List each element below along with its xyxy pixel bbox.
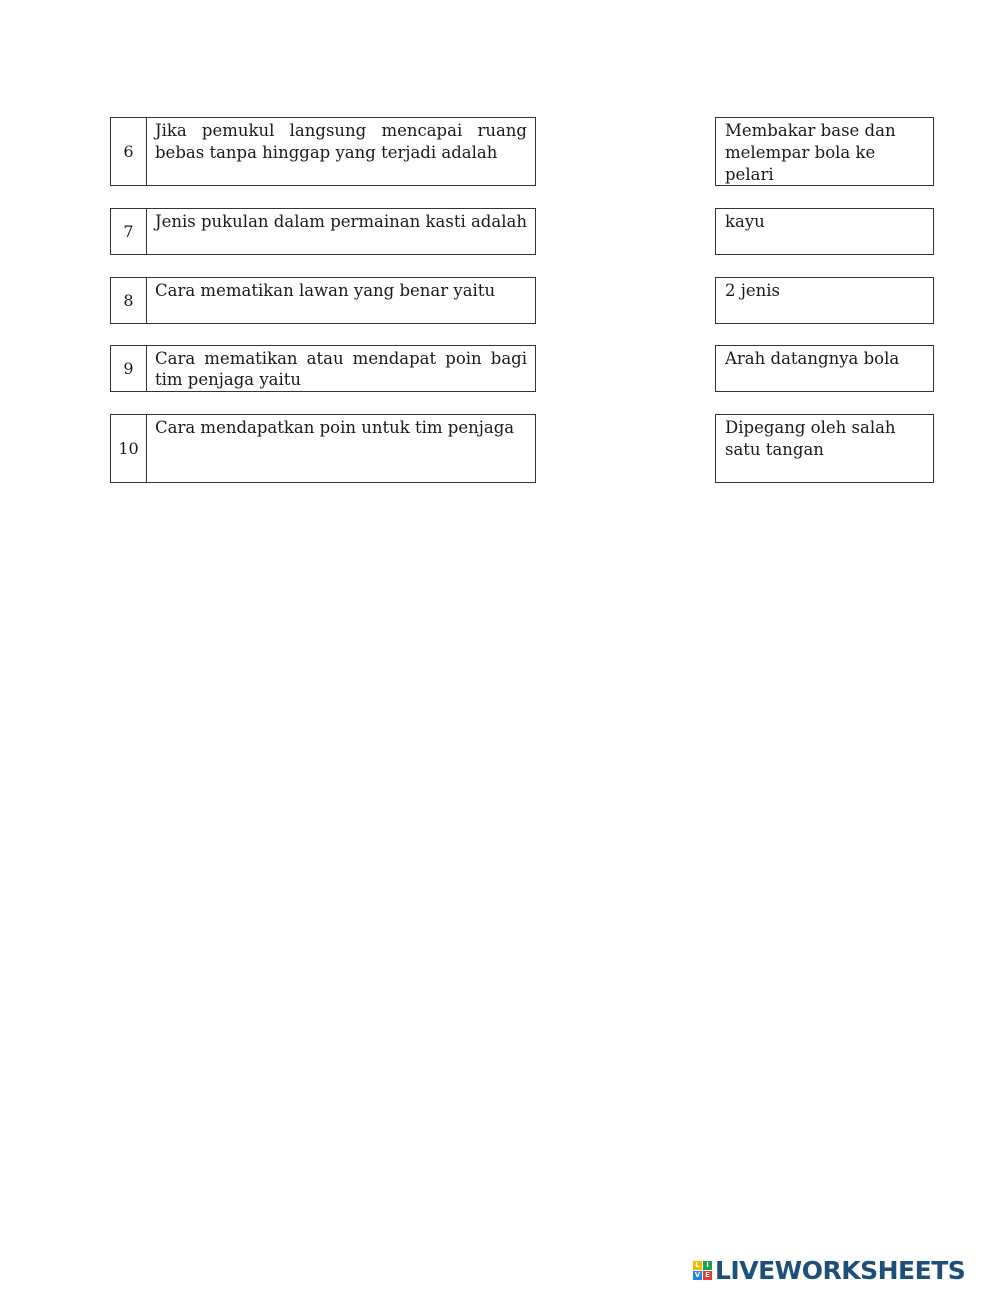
- question-text: Jika pemukul langsung mencapai ruang bebas tanpa hinggap yang terjadi adalah: [155, 121, 527, 162]
- answer-box-2[interactable]: kayu: [715, 208, 934, 255]
- question-number: 8: [111, 278, 147, 323]
- question-box-7: [110, 208, 536, 255]
- question-text: Jenis pukulan dalam permainan kasti adalah: [155, 212, 527, 231]
- question-box-10: [110, 414, 536, 483]
- question-number: 7: [111, 209, 147, 254]
- logo-icon-letter: I: [703, 1261, 712, 1270]
- answer-box-1[interactable]: Membakar base dan melempar bola ke pelari: [715, 117, 934, 186]
- question-box-6: [110, 117, 536, 186]
- answer-box-3[interactable]: 2 jenis: [715, 277, 934, 324]
- question-text: Cara mematikan lawan yang benar yaitu: [155, 281, 496, 300]
- logo-icon-letter: L: [693, 1261, 702, 1270]
- logo-text: LIVEWORKSHEETS: [715, 1256, 966, 1285]
- answer-box-4[interactable]: Arah datangnya bola: [715, 345, 934, 392]
- liveworksheets-icon: [693, 1261, 712, 1280]
- question-text: Cara mematikan atau mendapat poin bagi tim penjaga yaitu: [155, 349, 527, 389]
- question-box-9: [110, 345, 536, 392]
- question-number: 10: [111, 415, 147, 482]
- question-box-8: [110, 277, 536, 324]
- question-text: Cara mendapatkan poin untuk tim penjaga: [155, 418, 515, 437]
- logo-icon-letter: E: [703, 1271, 712, 1280]
- answer-box-5[interactable]: Dipegang oleh salah satu tangan: [715, 414, 934, 483]
- question-number: 9: [111, 346, 147, 391]
- logo-icon-letter: V: [694, 1271, 701, 1279]
- liveworksheets-logo: [693, 1256, 965, 1285]
- question-number: 6: [111, 118, 147, 185]
